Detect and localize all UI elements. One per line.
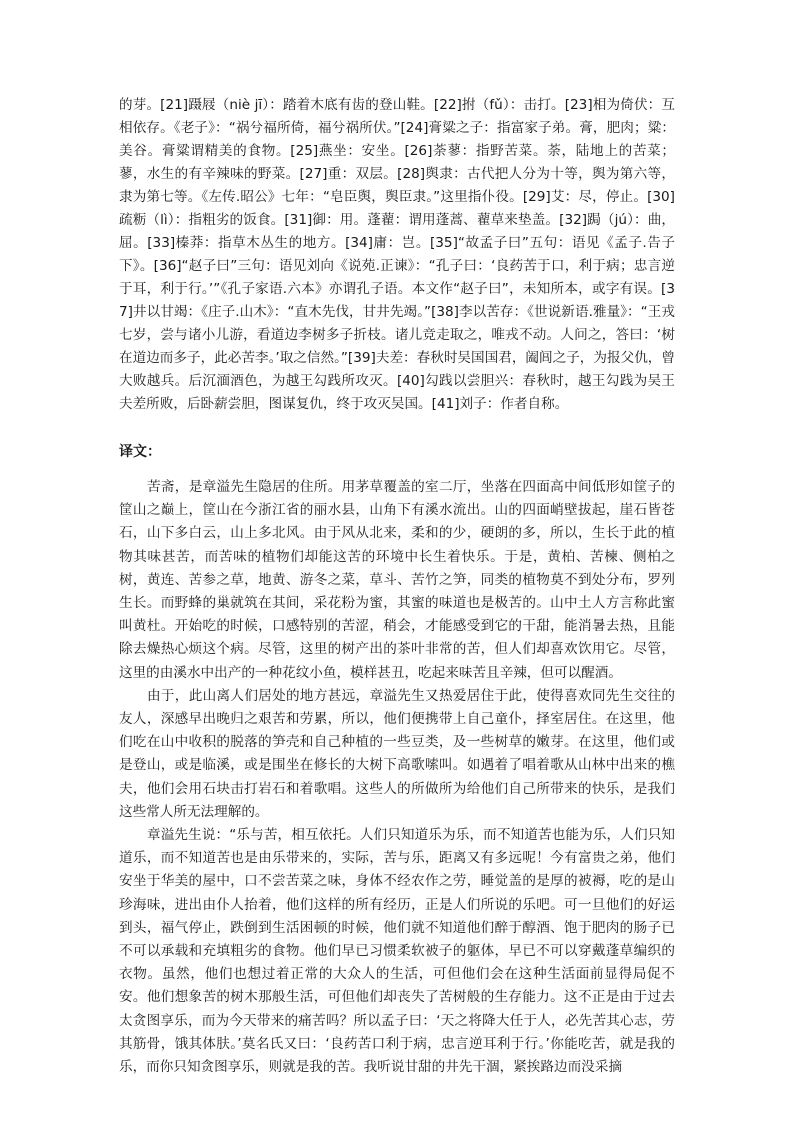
translation-paragraph-3: 章溢先生说：“乐与苦，相互依托。人们只知道乐为乐，而不知道苦也能为乐，人们只知道乐，而不知道苦也是由乐带来的，实际，苦与乐，距离又有多远呢！今有富贵之弟，他们安坐于华美的屋中，口不尝苦菜之味，身体不经农作之劳，睡觉盖的是厚的被褥，吃的是山珍海味，进出由仆人抬着，他们这样的所有经历，正是人们所说的乐吧。可一旦他们的好运到头，福气停止，跌倒到生活困顿的时候，他们就不知道他们醉于醇酒、饱于肥肉的肠子已不可以承载和充填粗劣的食物。他们早已习惯柔软被子的躯体，早已不可以穿戴蓬草编织的衣物。虽然，他们也想过着正常的大众人的生活，可但他们会在这种生活面前显得局促不安。他们想象苦的树木那般生活，可但他们却丧失了苦树般的生存能力。这不正是由于过去太贪图享乐，而为今天带来的痛苦吗？所以孟子曰：‘天之将降大任于人，必先苦其心志，劳其筋骨，饿其体肤。’莫名氏又曰：‘良药苦口利于病，忠言逆耳利于行。’你能吃苦，就是我的乐，而你只知贪图享乐，则就是我的苦。我听说甘甜的井先干涸，紧挨路边而没采摘 [119, 827, 675, 1076]
annotation-notes: 的芽。[21]蹑屐（niè jī）：踏着木底有齿的登山鞋。[22]拊（fǔ）：击打。[23]相为倚伏：互相依存。《老子》：“祸兮福所倚，福兮祸所伏。”[24]膏粱之子：指富家子弟。膏，肥肉；粱：美谷。膏粱谓精美的食物。[25]燕坐：安坐。[26]荼蓼：指野苦菜。荼，陆地上的苦菜；蓼，水生的有辛辣味的野菜。[27]重：双层。[28]舆隶：古代把人分为十等，舆为第六等，隶为第七等。《左传.昭公》七年：“皂臣舆，舆臣隶。”这里指仆役。[29]艾：尽，停止。[30]疏粝（lì）：指粗劣的饭食。[31]御：用。蓬藋：谓用蓬蒿、藋草来垫盖。[32]跼（jú）：曲，屈。[33]榛莽：指草木丛生的地方。[34]庸：岂。[35]“故孟子曰”五句：语见《孟子.告子下》。[36]“赵子曰”三句：语见刘向《说苑.正谏》：“孔子曰：‘良药苦于口，利于病；忠言逆于耳，利于行。’”《孔子家语.六本》亦谓孔子语。本文作“赵子曰”，未知所本，或字有误。[37]井以甘竭：《庄子.山木》：“直木先伐，甘井先竭。”[38]李以苦存：《世说新语.雅量》：“王戎七岁，尝与诸小儿游，看道边李树多子折枝。诸儿竞走取之，唯戎不动。人问之，答曰：‘树在道边而多子，此必苦李。’取之信然。”[39]夫差：春秋时吴国国君，阖闾之子，为报父仇，曾大败越兵。后沉湎酒色，为越王勾践所攻灭。[40]勾践以尝胆兴：春秋时，越王勾践为吴王夫差所败，后卧薪尝胆，图谋复仇，终于攻灭吴国。[41]刘子：作者自称。 [119, 97, 675, 412]
translation-paragraph-1: 苦斋，是章溢先生隐居的住所。用茅草覆盖的室二厅，坐落在四面高中间低形如筐子的筐山之巅上，筐山在今浙江省的丽水县，山角下有溪水流出。山的四面峭壁拔起，崖石皆苍石，山下多白云，山上多北风。由于风从北来，柔和的少，硬朗的多，所以，生长于此的植物其味甚苦，而苦味的植物们却能这苦的环境中长生着快乐。于是，黄柏、苦楝、侧柏之树，黄连、苦参之草，地黄、游冬之菜，草斗、苦竹之笋，同类的植物莫不到处分布，罗列生长。而野蜂的巢就筑在其间，采花粉为蜜，其蜜的味道也是极苦的。山中土人方言称此蜜叫黄杜。开始吃的时候，口感特别的苦涩，稍会，才能感受到它的干甜，能消暑去热，且能除去燥热心烦这个病。尽管，这里的树产出的茶叶非常的苦，但人们却喜欢饮用它。尽管，这里的由溪水中出产的一种花纹小鱼，模样甚丑，吃起来味苦且辛辣，但可以醒酒。 [119, 479, 675, 681]
translation-paragraph-2: 由于，此山离人们居处的地方甚远，章溢先生又热爱居住于此，使得喜欢同先生交往的友人，深感早出晚归之艰苦和劳累，所以，他们便携带上自己童仆，择室居住。在这里，他们吃在山中收积的脱落的笋壳和自己种植的一些豆类，及一些树草的嫩芽。在这里，他们或是登山，或是临溪，或是围坐在修长的大树下高歌嗦叫。如遇着了唱着歌从山林中出来的樵夫，他们会用石块击打岩石和着歌唱。这些人的所做所为给他们自己所带来的快乐，是我们这些常人所无法理解的。 [119, 687, 675, 820]
translation-heading: 译文： [119, 444, 161, 460]
document-page [119, 94, 675, 1079]
